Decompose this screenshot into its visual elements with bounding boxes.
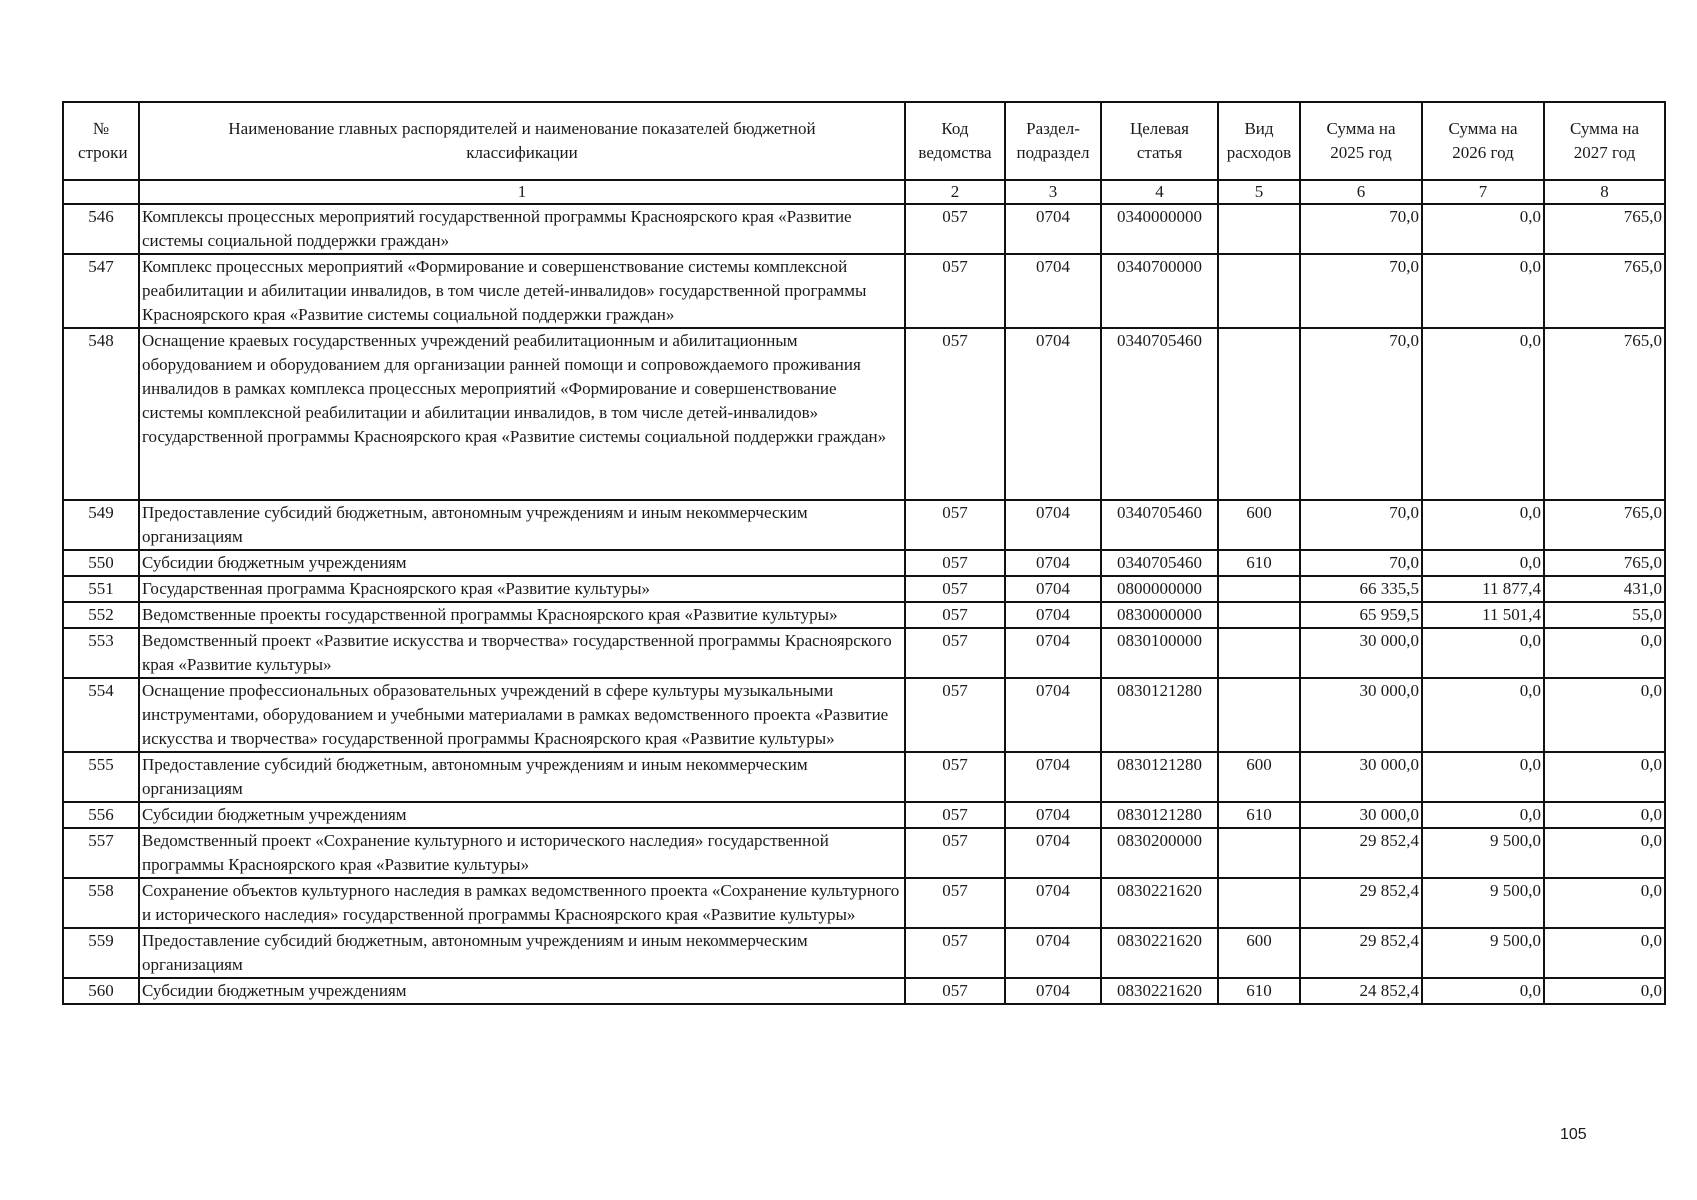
row-expense-type [1218, 254, 1300, 328]
row-name: Предоставление субсидий бюджетным, автономным учреждениям и иным некоммерческим организациям [139, 752, 905, 802]
row-target-article: 0340705460 [1101, 550, 1218, 576]
row-number: 550 [63, 550, 139, 576]
row-section: 0704 [1005, 602, 1101, 628]
row-target-article: 0830200000 [1101, 828, 1218, 878]
table-row [63, 978, 1665, 1004]
row-sum-2025: 70,0 [1300, 550, 1422, 576]
row-name: Субсидии бюджетным учреждениям [139, 550, 905, 576]
row-expense-type [1218, 576, 1300, 602]
row-sum-2026: 9 500,0 [1422, 878, 1544, 928]
row-dept-code: 057 [905, 602, 1005, 628]
row-sum-2026: 0,0 [1422, 802, 1544, 828]
row-sum-2025: 30 000,0 [1300, 752, 1422, 802]
row-dept-code: 057 [905, 576, 1005, 602]
row-section: 0704 [1005, 500, 1101, 550]
row-number: 551 [63, 576, 139, 602]
row-target-article: 0830100000 [1101, 628, 1218, 678]
row-section: 0704 [1005, 328, 1101, 500]
row-dept-code: 057 [905, 802, 1005, 828]
row-dept-code: 057 [905, 628, 1005, 678]
row-name: Субсидии бюджетным учреждениям [139, 802, 905, 828]
table-body [63, 204, 1665, 1004]
row-sum-2025: 70,0 [1300, 500, 1422, 550]
row-sum-2025: 30 000,0 [1300, 628, 1422, 678]
row-sum-2025: 29 852,4 [1300, 928, 1422, 978]
row-expense-type: 600 [1218, 752, 1300, 802]
row-sum-2026: 0,0 [1422, 678, 1544, 752]
row-expense-type [1218, 628, 1300, 678]
column-number: 6 [1300, 180, 1422, 204]
column-number: 5 [1218, 180, 1300, 204]
header-section: Раздел-подраздел [1005, 102, 1101, 180]
header-sum-2026: Сумма на 2026 год [1422, 102, 1544, 180]
row-section: 0704 [1005, 978, 1101, 1004]
row-dept-code: 057 [905, 828, 1005, 878]
row-target-article: 0830121280 [1101, 802, 1218, 828]
table-row [63, 254, 1665, 328]
row-section: 0704 [1005, 628, 1101, 678]
row-name: Государственная программа Красноярского края «Развитие культуры» [139, 576, 905, 602]
row-sum-2025: 30 000,0 [1300, 802, 1422, 828]
table-row [63, 576, 1665, 602]
row-sum-2027: 431,0 [1544, 576, 1665, 602]
column-number: 3 [1005, 180, 1101, 204]
row-sum-2027: 0,0 [1544, 752, 1665, 802]
header-expense-type: Вид расходов [1218, 102, 1300, 180]
table-row [63, 204, 1665, 254]
row-sum-2026: 0,0 [1422, 550, 1544, 576]
row-sum-2027: 0,0 [1544, 678, 1665, 752]
row-expense-type [1218, 678, 1300, 752]
row-dept-code: 057 [905, 752, 1005, 802]
row-section: 0704 [1005, 678, 1101, 752]
row-sum-2027: 0,0 [1544, 928, 1665, 978]
row-sum-2027: 0,0 [1544, 878, 1665, 928]
table-row [63, 602, 1665, 628]
row-sum-2026: 9 500,0 [1422, 928, 1544, 978]
row-dept-code: 057 [905, 204, 1005, 254]
row-sum-2026: 0,0 [1422, 628, 1544, 678]
row-expense-type: 610 [1218, 802, 1300, 828]
row-target-article: 0340705460 [1101, 328, 1218, 500]
row-number: 549 [63, 500, 139, 550]
row-sum-2027: 765,0 [1544, 254, 1665, 328]
row-sum-2026: 11 501,4 [1422, 602, 1544, 628]
column-number: 7 [1422, 180, 1544, 204]
row-sum-2026: 0,0 [1422, 978, 1544, 1004]
row-number: 559 [63, 928, 139, 978]
row-name: Комплексы процессных мероприятий государственной программы Красноярского края «Развитие системы социальной поддержки граждан» [139, 204, 905, 254]
header-sum-2025: Сумма на 2025 год [1300, 102, 1422, 180]
row-sum-2026: 0,0 [1422, 328, 1544, 500]
row-target-article: 0340700000 [1101, 254, 1218, 328]
row-target-article: 0830221620 [1101, 878, 1218, 928]
row-section: 0704 [1005, 752, 1101, 802]
row-sum-2026: 9 500,0 [1422, 828, 1544, 878]
row-number: 556 [63, 802, 139, 828]
row-sum-2027: 0,0 [1544, 828, 1665, 878]
row-sum-2025: 29 852,4 [1300, 828, 1422, 878]
row-expense-type [1218, 878, 1300, 928]
table-row [63, 678, 1665, 752]
row-sum-2027: 0,0 [1544, 628, 1665, 678]
row-sum-2027: 765,0 [1544, 550, 1665, 576]
table-row [63, 328, 1665, 500]
column-number: 4 [1101, 180, 1218, 204]
row-sum-2026: 0,0 [1422, 204, 1544, 254]
table-row [63, 802, 1665, 828]
table-row [63, 752, 1665, 802]
row-section: 0704 [1005, 928, 1101, 978]
row-section: 0704 [1005, 802, 1101, 828]
header-sum-2027: Сумма на 2027 год [1544, 102, 1665, 180]
row-sum-2027: 765,0 [1544, 204, 1665, 254]
row-name: Субсидии бюджетным учреждениям [139, 978, 905, 1004]
budget-table [62, 101, 1666, 1005]
row-target-article: 0830121280 [1101, 752, 1218, 802]
row-target-article: 0830000000 [1101, 602, 1218, 628]
row-dept-code: 057 [905, 500, 1005, 550]
header-target-article: Целевая статья [1101, 102, 1218, 180]
header-row-no: № строки [63, 102, 139, 180]
row-name: Ведомственные проекты государственной программы Красноярского края «Развитие культуры» [139, 602, 905, 628]
row-number: 560 [63, 978, 139, 1004]
page-number: 105 [1560, 1126, 1587, 1143]
row-sum-2025: 30 000,0 [1300, 678, 1422, 752]
row-expense-type [1218, 204, 1300, 254]
row-number: 558 [63, 878, 139, 928]
row-name: Оснащение профессиональных образовательных учреждений в сфере культуры музыкальными инструментами, оборудованием и учебными материалами в рамках ведомственного проекта «Развитие искусства и творчества» государственной программы Красноярского края «Развитие культуры» [139, 678, 905, 752]
row-expense-type: 600 [1218, 928, 1300, 978]
row-name: Оснащение краевых государственных учреждений реабилитационным и абилитационным оборудованием и оборудованием для организации ранней помощи и сопровождаемого проживания инвалидов в рамках комплекса процессных мероприятий «Формирование и совершенствование системы комплексной реабилитации и абилитации инвалидов, в том числе детей-инвалидов» государственной программы Красноярского края «Развитие системы социальной поддержки граждан» [139, 328, 905, 500]
row-sum-2026: 0,0 [1422, 752, 1544, 802]
row-expense-type: 600 [1218, 500, 1300, 550]
row-target-article: 0830221620 [1101, 978, 1218, 1004]
column-number: 2 [905, 180, 1005, 204]
row-expense-type: 610 [1218, 978, 1300, 1004]
row-expense-type [1218, 602, 1300, 628]
row-sum-2027: 0,0 [1544, 978, 1665, 1004]
row-target-article: 0340000000 [1101, 204, 1218, 254]
row-name: Сохранение объектов культурного наследия в рамках ведомственного проекта «Сохранение культурного и исторического наследия» государственной программы Красноярского края «Развитие культуры» [139, 878, 905, 928]
header-name: Наименование главных распорядителей и наименование показателей бюджетной классификации [139, 102, 905, 180]
header-row [63, 102, 1665, 180]
row-target-article: 0830221620 [1101, 928, 1218, 978]
row-section: 0704 [1005, 576, 1101, 602]
row-expense-type: 610 [1218, 550, 1300, 576]
row-sum-2025: 70,0 [1300, 204, 1422, 254]
row-section: 0704 [1005, 550, 1101, 576]
table-row [63, 928, 1665, 978]
row-number: 557 [63, 828, 139, 878]
row-target-article: 0800000000 [1101, 576, 1218, 602]
row-number: 548 [63, 328, 139, 500]
column-number-row [63, 180, 1665, 204]
row-name: Ведомственный проект «Сохранение культурного и исторического наследия» государственной программы Красноярского края «Развитие культуры» [139, 828, 905, 878]
row-sum-2025: 24 852,4 [1300, 978, 1422, 1004]
row-number: 547 [63, 254, 139, 328]
row-sum-2027: 765,0 [1544, 328, 1665, 500]
table-row [63, 500, 1665, 550]
row-sum-2025: 29 852,4 [1300, 878, 1422, 928]
row-dept-code: 057 [905, 878, 1005, 928]
column-number: 1 [139, 180, 905, 204]
table-row [63, 828, 1665, 878]
row-dept-code: 057 [905, 254, 1005, 328]
row-target-article: 0340705460 [1101, 500, 1218, 550]
row-dept-code: 057 [905, 928, 1005, 978]
row-sum-2026: 11 877,4 [1422, 576, 1544, 602]
row-expense-type [1218, 328, 1300, 500]
table-row [63, 550, 1665, 576]
row-name: Предоставление субсидий бюджетным, автономным учреждениям и иным некоммерческим организациям [139, 928, 905, 978]
row-number: 553 [63, 628, 139, 678]
row-section: 0704 [1005, 204, 1101, 254]
column-number: 8 [1544, 180, 1665, 204]
row-expense-type [1218, 828, 1300, 878]
row-name: Ведомственный проект «Развитие искусства и творчества» государственной программы Красноярского края «Развитие культуры» [139, 628, 905, 678]
row-section: 0704 [1005, 254, 1101, 328]
header-dept-code: Код ведомства [905, 102, 1005, 180]
row-name: Комплекс процессных мероприятий «Формирование и совершенствование системы комплексной реабилитации и абилитации инвалидов, в том числе детей-инвалидов» государственной программы Красноярского края «Развитие системы социальной поддержки граждан» [139, 254, 905, 328]
row-sum-2026: 0,0 [1422, 254, 1544, 328]
row-number: 546 [63, 204, 139, 254]
row-number: 554 [63, 678, 139, 752]
row-section: 0704 [1005, 878, 1101, 928]
row-number: 552 [63, 602, 139, 628]
row-name: Предоставление субсидий бюджетным, автономным учреждениям и иным некоммерческим организациям [139, 500, 905, 550]
row-sum-2027: 765,0 [1544, 500, 1665, 550]
row-sum-2027: 0,0 [1544, 802, 1665, 828]
table-row [63, 628, 1665, 678]
row-sum-2025: 70,0 [1300, 328, 1422, 500]
table-row [63, 878, 1665, 928]
row-sum-2025: 70,0 [1300, 254, 1422, 328]
row-dept-code: 057 [905, 978, 1005, 1004]
row-sum-2026: 0,0 [1422, 500, 1544, 550]
row-dept-code: 057 [905, 550, 1005, 576]
row-section: 0704 [1005, 828, 1101, 878]
row-sum-2025: 65 959,5 [1300, 602, 1422, 628]
column-number-blank [63, 180, 139, 204]
row-target-article: 0830121280 [1101, 678, 1218, 752]
row-dept-code: 057 [905, 328, 1005, 500]
row-sum-2025: 66 335,5 [1300, 576, 1422, 602]
row-dept-code: 057 [905, 678, 1005, 752]
row-number: 555 [63, 752, 139, 802]
row-sum-2027: 55,0 [1544, 602, 1665, 628]
